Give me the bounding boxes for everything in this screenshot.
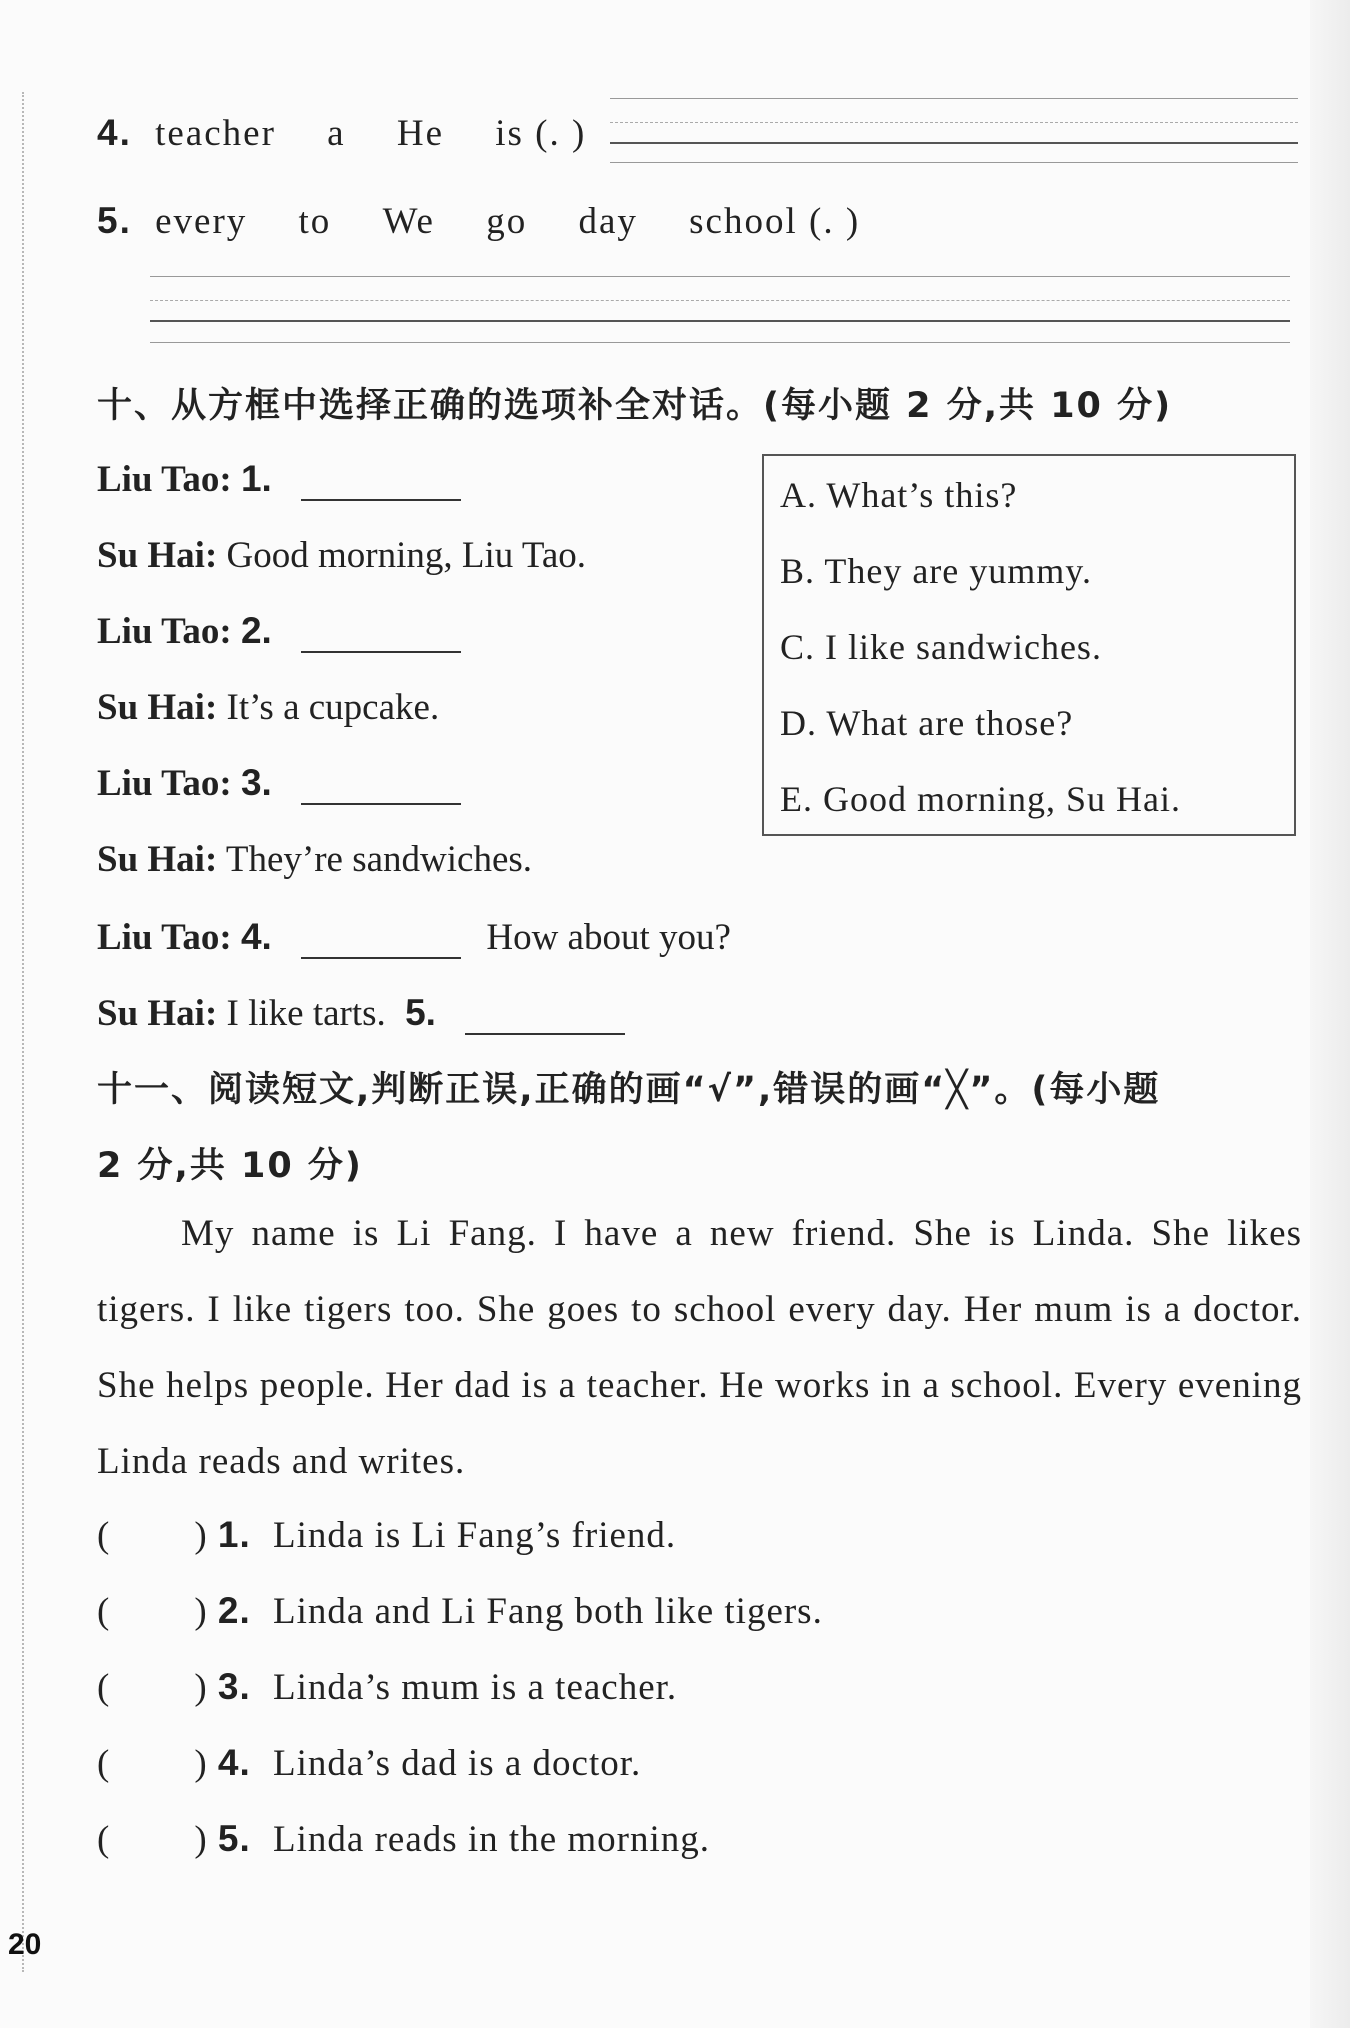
scrambled-word: every: [155, 201, 248, 242]
binding-margin-line: [22, 92, 24, 1972]
blank-number: 4.: [240, 916, 272, 957]
speaker-name: Liu Tao:: [97, 611, 232, 652]
paren-open: (: [97, 1819, 111, 1860]
judgment-item-2: [97, 1590, 823, 1633]
option-d: D. What are those?: [780, 703, 1074, 743]
item-text: Linda’s dad is a doctor.: [273, 1743, 642, 1784]
scrambled-word: to: [298, 201, 332, 242]
item-number: 4.: [217, 1742, 251, 1783]
blank-number: 1.: [240, 458, 272, 499]
speaker-name: Su Hai:: [97, 535, 218, 576]
speaker-name: Su Hai:: [97, 993, 218, 1034]
judgment-item-4: [97, 1742, 641, 1785]
paren-open: (: [97, 1515, 111, 1556]
dialogue-text: I like tarts.: [226, 993, 386, 1034]
question-5: [97, 200, 900, 243]
options-box: [762, 454, 1296, 836]
dialogue-text: How about you?: [486, 917, 731, 958]
dialogue-line-4: [97, 686, 439, 729]
dialogue-line-2: [97, 534, 586, 577]
question-4-number: 4.: [97, 112, 132, 153]
scrambled-word: day: [578, 201, 638, 242]
dialogue-line-6: [97, 838, 532, 881]
section-11-heading: 十一、阅读短文,判断正误,正确的画“√”,错误的画“╳”。(每小题: [97, 1070, 1161, 1110]
scrambled-word: He: [396, 113, 444, 154]
item-number: 1.: [217, 1514, 251, 1555]
item-number: 3.: [217, 1666, 251, 1707]
page-number: 20: [8, 1928, 42, 1961]
speaker-name: Liu Tao:: [97, 763, 232, 804]
section-11-heading-cont: 2 分,共 10 分): [97, 1146, 363, 1186]
dialogue-line-1: [97, 458, 461, 501]
answer-blank-3[interactable]: [301, 769, 461, 805]
paren-close: ): [194, 1743, 208, 1784]
item-text: Linda is Li Fang’s friend.: [273, 1515, 677, 1556]
dialogue-line-5: [97, 762, 461, 805]
question-4: [97, 112, 626, 155]
option-b: B. They are yummy.: [780, 551, 1092, 591]
reading-passage: [97, 1196, 1302, 1500]
paren-close: ): [194, 1667, 208, 1708]
option-c: C. I like sandwiches.: [780, 627, 1102, 667]
dialogue-text: Good morning, Liu Tao.: [226, 535, 587, 576]
scrambled-word: a: [327, 113, 346, 154]
dialogue-text: They’re sandwiches.: [225, 839, 533, 880]
scrambled-word: go: [486, 201, 528, 242]
item-text: Linda and Li Fang both like tigers.: [273, 1591, 823, 1632]
answer-blank-2[interactable]: [301, 617, 461, 653]
blank-number: 2.: [240, 610, 272, 651]
item-text: Linda’s mum is a teacher.: [273, 1667, 678, 1708]
section-10-heading: 十、从方框中选择正确的选项补全对话。(每小题 2 分,共 10 分): [97, 386, 1173, 426]
speaker-name: Su Hai:: [97, 839, 218, 880]
answer-blank-4[interactable]: [301, 923, 461, 959]
speaker-name: Liu Tao:: [97, 459, 232, 500]
speaker-name: Liu Tao:: [97, 917, 232, 958]
dialogue-text: It’s a cupcake.: [226, 687, 440, 728]
option-a: A. What’s this?: [780, 475, 1018, 515]
paren-close: ): [194, 1515, 208, 1556]
passage-text: My name is Li Fang. I have a new friend. She is Linda. She likes tigers. I like tigers too. She goes to school every day. Her mum is a doctor. She helps people. Her dad is a teacher. He works in a school. Every evening Linda reads and writes.: [97, 1213, 1302, 1482]
dialogue-line-8: [97, 992, 625, 1035]
page-edge-shadow: [1310, 0, 1350, 2028]
paren-close: ): [194, 1591, 208, 1632]
scrambled-word: is (. ): [495, 113, 587, 154]
blank-number: 3.: [240, 762, 272, 803]
item-number: 2.: [217, 1590, 251, 1631]
answer-blank-5[interactable]: [465, 999, 625, 1035]
scrambled-word: teacher: [155, 113, 276, 154]
dialogue-line-7: [97, 916, 731, 959]
dialogue-line-3: [97, 610, 461, 653]
item-number: 5.: [217, 1818, 251, 1859]
paren-open: (: [97, 1667, 111, 1708]
paren-close: ): [194, 1819, 208, 1860]
question-5-number: 5.: [97, 200, 132, 241]
paren-open: (: [97, 1743, 111, 1784]
scrambled-word: school (. ): [689, 201, 861, 242]
speaker-name: Su Hai:: [97, 687, 218, 728]
scrambled-word: We: [382, 201, 435, 242]
judgment-item-5: [97, 1818, 710, 1861]
paren-open: (: [97, 1591, 111, 1632]
option-e: E. Good morning, Su Hai.: [780, 779, 1181, 819]
blank-number: 5.: [405, 992, 436, 1033]
judgment-item-3: [97, 1666, 677, 1709]
item-text: Linda reads in the morning.: [273, 1819, 710, 1860]
judgment-item-1: [97, 1514, 676, 1557]
answer-blank-1[interactable]: [301, 465, 461, 501]
